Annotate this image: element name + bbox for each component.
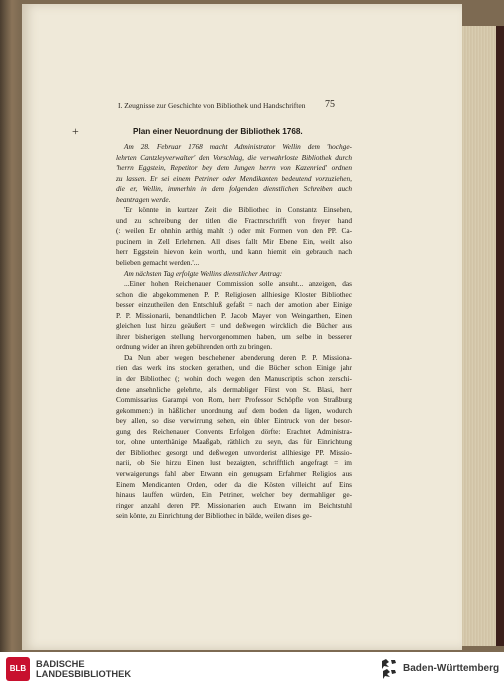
text-line: (: weilen Er ohnhin arthig mahlt :) oder mit Formen von den PP. Ca-	[116, 226, 352, 236]
blb-name[interactable]	[36, 659, 131, 679]
page-number: 75	[325, 99, 335, 110]
text-line: hinaus lauffen würden, Ein Petriner, welcher bey dermahliger ge-	[116, 490, 352, 500]
text-line: ...Einer hohen Reichenauer Commission solle ansuht... anzeigen, das	[124, 279, 352, 289]
text-line: schon die abgekommenen P. P. Religiosen allhiesige Kloster Bibliothec	[116, 289, 352, 299]
text-line: lehrten Cantzleyverwalter' den Vorschlag, die verwahrloste Bibliothek durch	[116, 152, 352, 162]
text-line: sein könte, zu Einrichtung der Bibliothec in bälde, weilen dises ge-	[116, 511, 312, 521]
blb-name-line2: LANDESBIBLIOTHEK	[36, 669, 132, 679]
blb-name-line1: BADISCHE	[36, 659, 85, 669]
text-line: 'herrn Eggstein, Repetitor bey dem Jungen herrn von Kazenried' ordnen	[116, 163, 352, 173]
text-line: die er, Wellin, immerhin in dem folgenden dienstlichen Schreiben auch	[116, 184, 352, 194]
text-line: ordnung wider an ihren gebührenden orth zu bringen.	[116, 342, 273, 352]
text-line: beantragen werde.	[116, 194, 171, 204]
footer-bar	[0, 652, 504, 686]
text-line: belieben gemacht werden.'...	[116, 258, 200, 268]
text-line: tor, ohne unterthänige Maaßgab, räthlich zu seyn, das für Einrichtung	[116, 437, 352, 447]
baden-wuerttemberg-name[interactable]: Baden-Württemberg	[403, 663, 500, 674]
text-line: Da Nun aber wegen beschehener abenderung deren P. P. Missiona-	[124, 352, 352, 362]
text-line: Am 28. Februar 1768 macht Administrator Wellin dem 'hochge-	[124, 142, 352, 151]
text-line: 'Er könnte in kurtzer Zeit die Bibliothec in Constantz Einsehen,	[124, 205, 352, 215]
text-line: Einem Mendicanten Orden, oder da die Kösten villeicht auf Eins	[116, 479, 352, 489]
text-line: Am nächsten Tag erfolgte Wellins dienstlicher Antrag:	[124, 268, 283, 278]
text-line: narii, ob Sie hirzu Einen lust bezaigten, schrifftlich angefragt = im	[116, 458, 352, 468]
text-line: in der Bibliothec (; wohin doch wegen den Manuscriptis schon zerschi-	[116, 374, 352, 384]
text-line: P. P. Missionarii, benandtlichen P. Jacob Mayer von Weingarthen, Einen	[116, 310, 352, 320]
text-line: ihrer bisherigen stellung hervorgenommen haben, um selbe in besserer	[116, 331, 352, 341]
text-line: zu lassen. Er sei einem Petriner oder Mendikanten bedeutend vorzuziehen,	[116, 173, 352, 183]
text-line: besser einzutheilen den Entschluß gefaßt = nach der amotion aber Einige	[116, 300, 352, 310]
text-line: gekommen:) in häßlicher unordnung auf dem boden da ligen, wodurch	[116, 405, 352, 415]
text-line: Commissarius Garampi von Rom, herr Professor Schöpfle von Straßburg	[116, 395, 352, 405]
text-line: pucinern in Zell Erlehrnen. All dises fallt Mir Ebene Ein, weilt also	[116, 236, 352, 246]
text-line: ringer anzahl deren PP. Missionarien auch Etwann im Beichtstuhl	[116, 500, 352, 510]
blb-logo[interactable]: BLB	[6, 657, 30, 681]
text-line: dene ansehnliche gelehrte, als dermabliger Fürst von St. Blasi, herr	[116, 384, 352, 394]
section-title: Plan einer Neuordnung der Bibliothek 1768.	[133, 127, 303, 136]
text-line: und zu schreibung der titlen die Fractnrschrifft von freyer hand	[116, 215, 352, 225]
body-text	[116, 142, 352, 522]
page-edges	[462, 26, 504, 646]
running-head: I. Zeugnisse zur Geschichte von Bibliothek und Handschriften	[118, 101, 306, 110]
text-line: herr Eggstein hievon kein worth, und kann hiemit ein gebrauch nach	[116, 247, 352, 257]
text-line: verwaigerungs fahl aber Etwann ein genugsam Erfahrner Religios aus	[116, 468, 352, 478]
baden-wuerttemberg-emblem-icon	[380, 658, 398, 680]
plus-mark: +	[72, 124, 79, 138]
text-line: rien das werk ins stocken gerathen, und die Bücher schon Einige jahr	[116, 363, 352, 373]
text-line: bey allen, so dise verwirrung sehen, ein übler Eintruck von der besor-	[116, 416, 352, 426]
text-line: gleichen lust hirzu geäußert = und deßwegen wircklich die Bücher aus	[116, 321, 352, 331]
text-line: gung des Reichenauer Convents Erfolgen dörfte: Erachtet Administra-	[116, 426, 352, 436]
text-line: der Bibliothec gesorgt und deßwegen unvorderist allhiesige PP. Missio-	[116, 447, 352, 457]
